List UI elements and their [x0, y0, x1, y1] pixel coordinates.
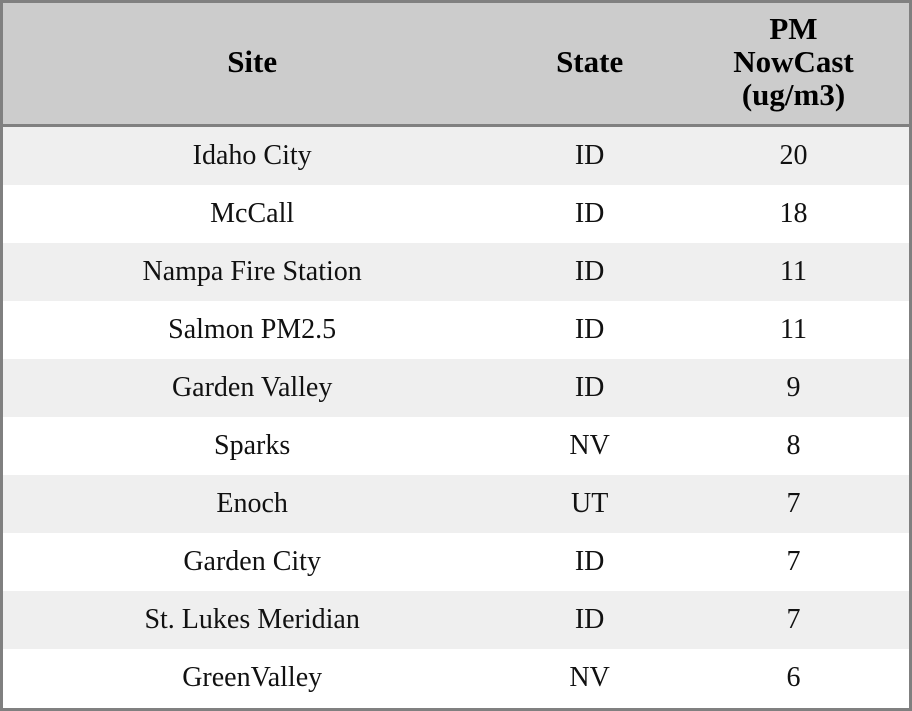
cell-pm-nowcast: 7	[786, 487, 801, 519]
cell-state: ID	[574, 255, 605, 287]
column-header-pm-nowcast-line1: PM	[769, 11, 818, 46]
cell-pm-nowcast: 11	[780, 313, 807, 345]
cell-state: ID	[574, 139, 605, 171]
cell-pm-nowcast: 18	[779, 197, 808, 229]
table-row	[3, 533, 909, 591]
cell-pm-nowcast: 6	[786, 661, 801, 693]
cell-site: Enoch	[216, 487, 288, 519]
table-row	[3, 125, 909, 185]
cell-state: ID	[574, 197, 605, 229]
cell-pm-nowcast: 11	[780, 255, 807, 287]
cell-site: Salmon PM2.5	[168, 313, 337, 345]
table-header-row	[3, 3, 909, 125]
table-row	[3, 475, 909, 533]
cell-state: UT	[570, 487, 609, 519]
air-quality-table	[3, 3, 909, 707]
column-header-site: Site	[3, 3, 501, 125]
cell-site: Nampa Fire Station	[142, 255, 362, 287]
cell-site: Sparks	[214, 429, 291, 461]
table-header	[3, 3, 909, 125]
cell-pm-nowcast: 9	[786, 371, 801, 403]
cell-pm-nowcast: 7	[786, 603, 801, 635]
cell-site: McCall	[210, 197, 295, 229]
cell-pm-nowcast: 20	[779, 139, 808, 171]
cell-site: St. Lukes Meridian	[144, 603, 360, 635]
cell-state: NV	[569, 429, 610, 461]
table-row	[3, 359, 909, 417]
table-row	[3, 185, 909, 243]
cell-state: ID	[574, 603, 605, 635]
cell-site: Garden Valley	[171, 371, 333, 403]
cell-site: Garden City	[183, 545, 321, 577]
cell-state: ID	[574, 545, 605, 577]
table-row	[3, 417, 909, 475]
cell-state: NV	[569, 661, 610, 693]
table-row	[3, 301, 909, 359]
cell-site: GreenValley	[182, 661, 323, 693]
cell-site: Idaho City	[192, 139, 312, 171]
column-header-state: State	[501, 3, 678, 125]
table-row	[3, 243, 909, 301]
table-row	[3, 591, 909, 649]
table-body	[3, 125, 909, 707]
table-row	[3, 649, 909, 707]
cell-pm-nowcast: 8	[786, 429, 801, 461]
cell-pm-nowcast: 7	[786, 545, 801, 577]
cell-state: ID	[574, 313, 605, 345]
cell-state: ID	[574, 371, 605, 403]
column-header-pm-nowcast-line2: NowCast	[733, 43, 854, 79]
column-header-pm-nowcast-line3: (ug/m3)	[741, 76, 846, 112]
column-header-pm-nowcast	[678, 3, 909, 125]
